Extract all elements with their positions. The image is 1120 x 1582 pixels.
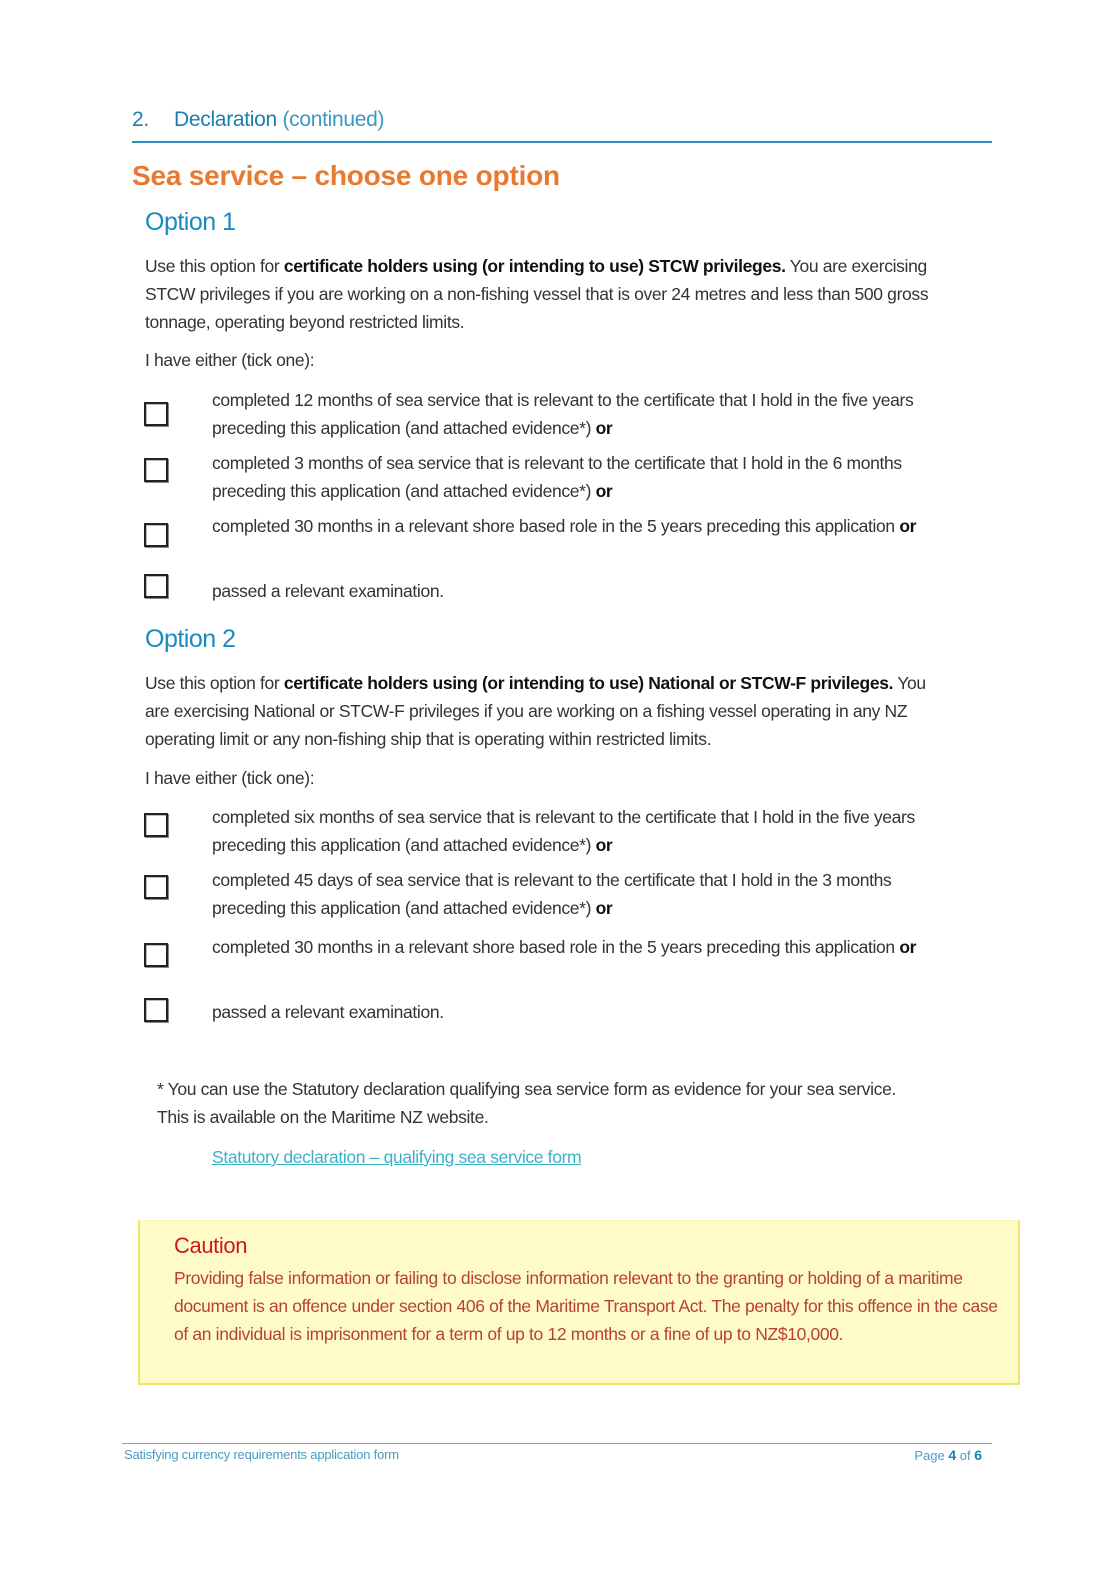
option1-checkbox-1[interactable] (144, 402, 168, 426)
caution-body: Providing false information or failing to disclose information relevant to the granting or holding of a maritime document is an offence under section 406 of the Maritime Transport Act. The penalty for this offence in the case of an individual is imprisonment for a term of up to 12 months or a fine of up to NZ$10,000. (174, 1268, 998, 1344)
option2-checkbox-2[interactable] (144, 875, 168, 899)
page-total: 6 (974, 1447, 982, 1463)
option1-item-4-text: passed a relevant examination. (212, 581, 444, 601)
option1-tick-prompt: I have either (tick one): (145, 350, 315, 370)
section-header (132, 108, 992, 132)
page-number (914, 1447, 982, 1463)
option2-tick-prompt: I have either (tick one): (145, 768, 315, 788)
section-title: Declaration (174, 108, 277, 131)
page-current: 4 (948, 1447, 957, 1463)
caution-box (138, 1220, 1020, 1385)
option2-intro-prefix: Use this option for (145, 673, 284, 693)
footer-form-name: Satisfying currency requirements application form (124, 1447, 399, 1462)
option1-checkbox-2[interactable] (144, 458, 168, 482)
option1-title: Option 1 (145, 208, 236, 236)
option1-checkbox-4[interactable] (144, 574, 168, 598)
option2-title: Option 2 (145, 625, 236, 653)
option1-intro-suffix: You are exercising STCW privileges if you are working on a non-fishing vessel that is over 24 metres and less than 500 gross tonnage, operating beyond restricted limits. (145, 256, 929, 332)
option1-item-1-text: completed 12 months of sea service that is relevant to the certificate that I hold in the five years preceding this application (and attached evidence*) or (212, 390, 914, 438)
option2-checkbox-1[interactable] (144, 813, 168, 837)
caution-title: Caution (174, 1233, 248, 1258)
option1-checkbox-3[interactable] (144, 523, 168, 547)
option2-intro (145, 669, 935, 753)
section-number: 2. (132, 108, 149, 131)
statutory-declaration-link[interactable]: Statutory declaration – qualifying sea service form (212, 1147, 582, 1167)
option2-item-1-text: completed six months of sea service that is relevant to the certificate that I hold in the five years preceding this application (and attached evidence*) or (212, 807, 915, 855)
footer-divider (122, 1443, 992, 1444)
page-title: Sea service – choose one option (132, 160, 560, 191)
option2-intro-suffix: You are exercising National or STCW-F privileges if you are working on a fishing vessel operating in any NZ operating limit or any non-fishing ship that is operating within restricted limits. (145, 673, 926, 749)
option2-intro-bold: certificate holders using (or intending to use) National or STCW-F privileges. (283, 673, 894, 693)
footnote: * You can use the Statutory declaration qualifying sea service form as evidence for your sea service. This is available on the Maritime NZ website. (157, 1079, 896, 1127)
option1-intro-prefix: Use this option for (145, 256, 284, 276)
option1-item-3-text: completed 30 months in a relevant shore based role in the 5 years preceding this application or (212, 516, 917, 536)
option1-item-2-text: completed 3 months of sea service that is relevant to the certificate that I hold in the 6 months preceding this application (and attached evidence*) or (212, 453, 902, 501)
option1-intro-bold: certificate holders using (or intending to use) STCW privileges. (283, 256, 786, 276)
section-divider (132, 141, 992, 143)
option2-item-2-text: completed 45 days of sea service that is relevant to the certificate that I hold in the 3 months preceding this application (and attached evidence*) or (212, 870, 892, 918)
option2-checkbox-4[interactable] (144, 998, 168, 1022)
option2-item-3-text: completed 30 months in a relevant shore based role in the 5 years preceding this application or (212, 937, 917, 957)
page-label: Page (914, 1448, 945, 1463)
option1-intro (145, 252, 935, 336)
option2-checkbox-3[interactable] (144, 943, 168, 967)
page-of: of (959, 1448, 971, 1463)
option2-item-4-text: passed a relevant examination. (212, 1002, 444, 1022)
section-suffix: (continued) (282, 108, 385, 131)
